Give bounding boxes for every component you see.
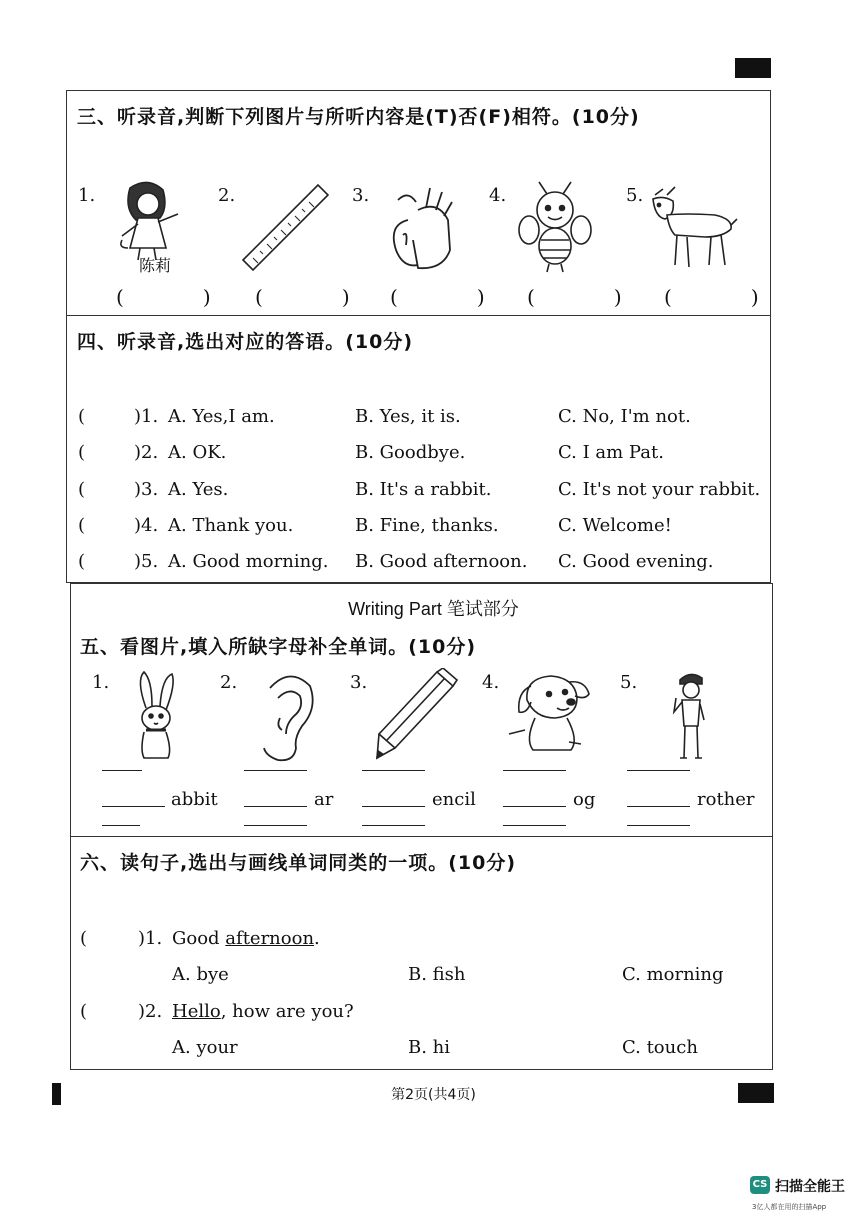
question-text (172, 1001, 354, 1022)
scanner-brand: 扫描全能王 (775, 1179, 845, 1195)
scanner-logo (750, 1176, 770, 1194)
letter-blank[interactable] (627, 806, 690, 807)
item-number: 4. (489, 185, 507, 206)
letter-blank[interactable] (362, 825, 425, 826)
item-number: 4. (482, 672, 500, 693)
letter-blank[interactable] (244, 825, 307, 826)
option-a: A. Yes. (168, 479, 229, 500)
option-b: B. fish (408, 964, 466, 985)
option-b: B. Fine, thanks. (355, 515, 499, 536)
word-suffix: abbit (171, 789, 218, 810)
pic-caption: 陈莉 (139, 256, 172, 275)
pencil-illustration (375, 668, 460, 763)
answer-blank[interactable]: ( ) (390, 285, 485, 309)
letter-blank[interactable] (503, 825, 566, 826)
question-number: )1. (138, 928, 163, 949)
scanner-tagline: 3亿人都在用的扫描App (752, 1203, 827, 1211)
registration-mark (735, 58, 771, 78)
item-number: 2. (220, 672, 238, 693)
letter-blank[interactable] (102, 825, 140, 826)
option-a: A. bye (172, 964, 229, 985)
option-b: B. Goodbye. (355, 442, 466, 463)
word-suffix: rother (697, 789, 755, 810)
bee-illustration (515, 180, 595, 275)
question-number: )1. (134, 406, 159, 427)
letter-blank[interactable] (503, 770, 566, 771)
word-suffix: og (573, 789, 596, 810)
option-c: C. I am Pat. (558, 442, 664, 463)
letter-blank[interactable] (627, 770, 690, 771)
section-5-title: 五、看图片,填入所缺字母补全单词。(10分) (80, 636, 477, 658)
answer-blank[interactable]: ( ) (527, 285, 622, 309)
option-b: B. Good afternoon. (355, 551, 528, 572)
answer-paren[interactable]: ( (78, 515, 86, 536)
section-3-title: 三、听录音,判断下列图片与所听内容是(T)否(F)相符。(10分) (77, 106, 640, 128)
page-number: 第2页(共4页) (391, 1087, 476, 1103)
divider (66, 315, 771, 316)
option-a: A. Yes,I am. (168, 406, 275, 427)
ear-illustration (250, 668, 320, 763)
question-number: )3. (134, 479, 159, 500)
item-number: 1. (78, 185, 96, 206)
answer-paren[interactable]: ( (80, 1001, 88, 1022)
option-a: A. Good morning. (168, 551, 329, 572)
option-a: A. Thank you. (168, 515, 294, 536)
item-number: 3. (350, 672, 368, 693)
letter-blank[interactable] (102, 770, 142, 771)
divider (70, 836, 773, 837)
letter-blank[interactable] (102, 806, 165, 807)
dog-illustration (505, 670, 595, 760)
section-6-title: 六、读句子,选出与画线单词同类的一项。(10分) (80, 852, 517, 874)
word-suffix: ar (314, 789, 334, 810)
word-suffix: encil (432, 789, 476, 810)
goat-illustration (645, 185, 740, 275)
logo-text: CS (752, 1179, 768, 1190)
sentence-part: . (314, 928, 320, 949)
option-c: C. It's not your rabbit. (558, 479, 761, 500)
ruler-illustration (238, 180, 333, 275)
underlined-word: afternoon (225, 928, 315, 949)
letter-blank[interactable] (627, 825, 690, 826)
option-c: C. morning (622, 964, 724, 985)
item-number: 5. (626, 185, 644, 206)
question-text (172, 928, 320, 949)
section-4-title: 四、听录音,选出对应的答语。(10分) (77, 331, 414, 353)
option-a: A. OK. (168, 442, 227, 463)
question-number: )2. (138, 1001, 163, 1022)
letter-blank[interactable] (362, 770, 425, 771)
item-number: 2. (218, 185, 236, 206)
option-c: C. Good evening. (558, 551, 714, 572)
option-b: B. It's a rabbit. (355, 479, 492, 500)
option-b: B. hi (408, 1037, 451, 1058)
item-number: 1. (92, 672, 110, 693)
letter-blank[interactable] (244, 770, 307, 771)
boy-illustration (668, 670, 713, 765)
rabbit-illustration (128, 670, 183, 765)
letter-blank[interactable] (503, 806, 566, 807)
item-number: 3. (352, 185, 370, 206)
ear-hand-illustration (378, 180, 463, 275)
question-number: )4. (134, 515, 159, 536)
writing-part-heading: Writing Part 笔试部分 (348, 599, 519, 619)
answer-paren[interactable]: ( (78, 551, 86, 572)
answer-paren[interactable]: ( (78, 442, 86, 463)
answer-paren[interactable]: ( (78, 479, 86, 500)
sentence-part: Good (172, 928, 226, 949)
answer-blank[interactable]: ( ) (116, 285, 211, 309)
answer-paren[interactable]: ( (78, 406, 86, 427)
sentence-part: , how are you? (220, 1001, 354, 1022)
letter-blank[interactable] (244, 806, 307, 807)
option-c: C. No, I'm not. (558, 406, 691, 427)
item-number: 5. (620, 672, 638, 693)
option-c: C. touch (622, 1037, 698, 1058)
answer-blank[interactable]: ( ) (255, 285, 350, 309)
letter-blank[interactable] (362, 806, 425, 807)
question-number: )5. (134, 551, 159, 572)
underlined-word: Hello (172, 1001, 221, 1022)
answer-blank[interactable]: ( ) (664, 285, 759, 309)
answer-paren[interactable]: ( (80, 928, 88, 949)
option-c: C. Welcome! (558, 515, 672, 536)
question-number: )2. (134, 442, 159, 463)
option-b: B. Yes, it is. (355, 406, 461, 427)
option-a: A. your (172, 1037, 238, 1058)
